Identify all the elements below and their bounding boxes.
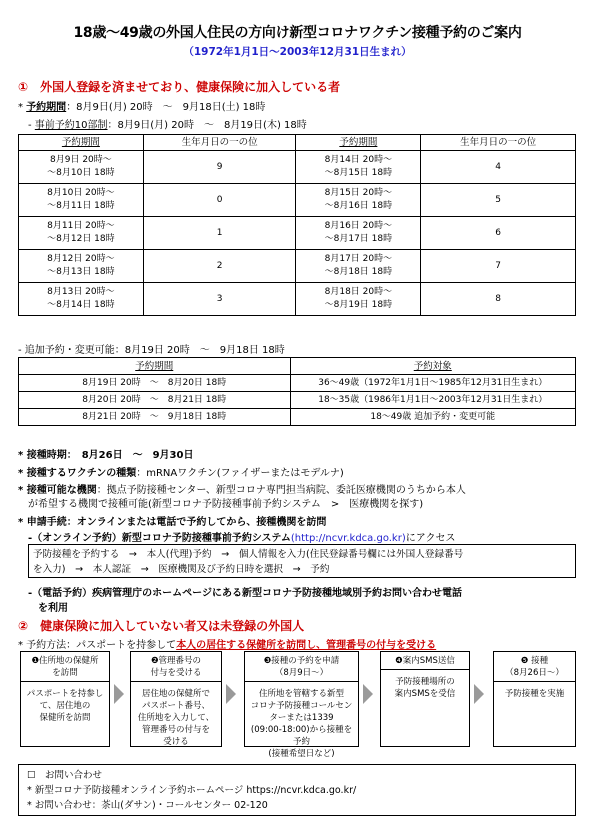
- prebooking-table: [18, 134, 576, 316]
- vaccination-period: * 接種時期： 8月26日 〜 9月30日: [18, 450, 194, 461]
- flow-step: [493, 651, 576, 747]
- section1-heading: ① 外国人登録を済ませており、健康保険に加入している者: [18, 80, 341, 94]
- table-row: [19, 409, 576, 426]
- prebooking-period: - 事前予約10部制：8月9日(月) 20時 〜 8月19日(木) 18時: [28, 120, 307, 131]
- flow-step: [130, 651, 222, 747]
- institution-label: 接種可能な機関: [26, 485, 97, 496]
- table-row: [19, 250, 576, 283]
- flow-step-body: 居住地の保健所で パスポート番号、 住所地を入力して、 管理番号の付与を 受ける: [137, 689, 215, 747]
- table-row: [19, 184, 576, 217]
- table-header: 生年月日の一の位: [421, 135, 576, 151]
- table-header: 予約期間: [19, 358, 291, 375]
- apply-label: 申請手続: [26, 517, 67, 528]
- additional-table: [18, 357, 576, 426]
- vaccine-type: * 接種するワクチンの種類：mRNAワクチン(ファイザーまたはモデルナ): [18, 468, 344, 479]
- table-cell: 4: [421, 151, 576, 184]
- arrow-right-icon: [474, 684, 484, 704]
- table-cell: 8月20日 20時 〜 8月21日 18時: [19, 392, 291, 409]
- table-cell: 8月9日 20時〜 〜8月10日 18時: [19, 151, 144, 184]
- vaccine-value: ：mRNAワクチン(ファイザーまたはモデルナ): [136, 468, 344, 479]
- table-cell: 8月16日 20時〜 〜8月17日 18時: [296, 217, 421, 250]
- table-header-row: [19, 135, 576, 151]
- contact-box: [18, 764, 576, 816]
- table-cell: 7: [421, 250, 576, 283]
- table-cell: 8月21日 20時 〜 9月18日 18時: [19, 409, 291, 426]
- table-cell: 3: [143, 283, 296, 316]
- table-row: [19, 151, 576, 184]
- table-header: 予約期間: [19, 135, 144, 151]
- institution-value-1: ：拠点予防接種センター、新型コロナ専門担当病院、委託医療機関のうちから本人: [96, 485, 466, 496]
- section2-heading: ② 健康保険に加入していない者又は未登録の外国人: [18, 619, 305, 633]
- arrow-right-icon: [226, 684, 236, 704]
- table-cell: 8: [421, 283, 576, 316]
- table-cell: 8月11日 20時〜 〜8月12日 18時: [19, 217, 144, 250]
- online-steps-2: を入力) → 本人認証 → 医療機関及び予約日時を選択 → 予約: [33, 564, 330, 575]
- online-label: -（オンライン予約）新型コロナ予防接種事前予約システム: [28, 533, 291, 544]
- flow-step-head: ❷管理番号の 付与を受ける: [131, 655, 221, 682]
- table-cell: 0: [143, 184, 296, 217]
- additional-booking: - 追加予約・変更可能：8月19日 20時 〜 9月18日 18時: [18, 345, 285, 356]
- phone-booking-2: を利用: [38, 603, 68, 614]
- table-header: 予約対象: [290, 358, 575, 375]
- table-cell: 9: [143, 151, 296, 184]
- flow-step: [20, 651, 110, 747]
- table-row: [19, 392, 576, 409]
- table-cell: 8月14日 20時〜 〜8月15日 18時: [296, 151, 421, 184]
- flow-step-body: 予防接種を実施: [504, 689, 565, 699]
- contact-heading: ☐ お問い合わせ: [27, 770, 103, 781]
- apply-procedure: * 申請手続：オンラインまたは電話で予約してから、接種機関を訪問: [18, 517, 327, 528]
- table-cell: 8月15日 20時〜 〜8月16日 18時: [296, 184, 421, 217]
- table-cell: 8月10日 20時〜 〜8月11日 18時: [19, 184, 144, 217]
- online-steps-1: 予防接種を予約する → 本人(代理)予約 → 個人情報を入力(住民登録番号欄には外国人登録番号: [33, 549, 464, 560]
- table-cell: 5: [421, 184, 576, 217]
- flow-step-head: ❺ 接種 （8月26日〜）: [494, 655, 575, 682]
- table-cell: 18〜35歳（1986年1月1日〜2003年12月31日生まれ）: [290, 392, 575, 409]
- vaccine-label: 接種するワクチンの種類: [26, 468, 137, 479]
- flow-step-head: ❶住所地の保健所 を訪問: [21, 655, 109, 682]
- reservation-label: 予約期間: [26, 102, 67, 113]
- table-cell: 8月19日 20時 〜 8月20日 18時: [19, 375, 291, 392]
- table-row: [19, 217, 576, 250]
- method-highlight: 本人の居住する保健所を訪問し、管理番号の付与を受ける: [176, 640, 437, 651]
- method-line: [18, 636, 436, 651]
- period-value: ： 8月26日 〜 9月30日: [66, 450, 194, 461]
- online-booking: [28, 529, 455, 544]
- page-title: 18歳〜49歳の外国人住民の方向け新型コロナワクチン接種予約のご案内: [73, 25, 522, 41]
- table-cell: 6: [421, 217, 576, 250]
- table-header: 予約期間: [296, 135, 421, 151]
- online-suffix: にアクセス: [405, 533, 456, 544]
- method-prefix: * 予約方法：パスポートを持参して: [18, 640, 177, 651]
- flow-step-head: ❸接種の予約を申請 （8月9日〜）: [245, 655, 358, 682]
- table-header-row: [19, 358, 576, 375]
- table-cell: 36〜49歳（1972年1月1日〜1985年12月31日生まれ）: [290, 375, 575, 392]
- online-steps-box: [28, 544, 576, 578]
- table-cell: 2: [143, 250, 296, 283]
- table-cell: 18〜49歳 追加予約・変更可能: [290, 409, 575, 426]
- prebooking-value: ：8月9日(月) 20時 〜 8月19日(木) 18時: [107, 120, 307, 131]
- table-cell: 8月12日 20時〜 〜8月13日 18時: [19, 250, 144, 283]
- institution-value-2: が希望する機関で接種可能(新型コロナ予防接種事前予約システム > 医療機関を探す): [28, 499, 424, 510]
- table-header: 生年月日の一の位: [143, 135, 296, 151]
- phone-booking-1: -（電話予約）疾病管理庁のホームページにある新型コロナ予防接種地域別予約お問い合わせ電話: [28, 588, 462, 599]
- flow-step-head: ❹案内SMS送信: [381, 655, 469, 670]
- flow-step-body: 予防接種場所の 案内SMSを受信: [394, 677, 456, 699]
- table-cell: 8月18日 20時〜 〜8月19日 18時: [296, 283, 421, 316]
- apply-value: ：オンラインまたは電話で予約してから、接種機関を訪問: [66, 517, 327, 528]
- page-subtitle: （1972年1月1日〜2003年12月31日生まれ）: [183, 46, 412, 58]
- contact-line-1: * 新型コロナ予防接種オンライン予約ホームページ https://ncvr.kdca.go.kr/: [27, 785, 357, 796]
- prebooking-label: 事前予約10部制: [34, 120, 108, 131]
- arrow-right-icon: [114, 684, 124, 704]
- flow-step: [380, 651, 470, 747]
- arrow-right-icon: [363, 684, 373, 704]
- flow-step-body: パスポートを持参し て、居住地の 保健所を訪問: [26, 689, 104, 723]
- institution: * 接種可能な機関：拠点予防接種センター、新型コロナ専門担当病院、委託医療機関のうちから本人: [18, 485, 466, 496]
- reservation-value: ：8月9日(月) 20時 〜 9月18日(土) 18時: [66, 102, 266, 113]
- period-label: 接種時期: [26, 450, 67, 461]
- flow-step-body: 住所地を管轄する新型 コロナ予防接種コールセン ターまたは1339 (09:00-18:00)から接種を 予約 (接種希望日など): [250, 689, 353, 759]
- reservation-period: * 予約期間：8月9日(月) 20時 〜 9月18日(土) 18時: [18, 102, 266, 113]
- table-row: [19, 283, 576, 316]
- online-url-link[interactable]: (http://ncvr.kdca.go.kr): [290, 533, 406, 544]
- table-row: [19, 375, 576, 392]
- contact-line-2: * お問い合わせ：茶山(ダサン)・コールセンター 02-120: [27, 800, 268, 811]
- table-cell: 1: [143, 217, 296, 250]
- table-cell: 8月17日 20時〜 〜8月18日 18時: [296, 250, 421, 283]
- table-cell: 8月13日 20時〜 〜8月14日 18時: [19, 283, 144, 316]
- flow-step: [244, 651, 359, 759]
